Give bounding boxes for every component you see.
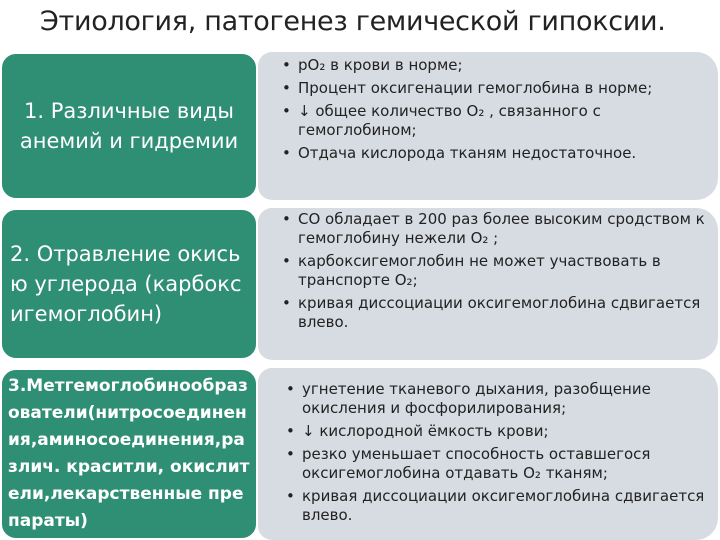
bullet-item: • Процент оксигенации гемоглобина в норме;: [282, 79, 712, 98]
cause-label-box: [0, 208, 258, 360]
bullet-item: • ↓ общее количество О₂ , связанного с гемоглобином;: [282, 102, 712, 140]
bullet-item: • резко уменьшает способность оставшегося оксигемоглобина отдавать О₂ тканям;: [286, 445, 712, 483]
bullet-item: • ↓ кислородной ёмкость крови;: [286, 422, 712, 441]
cause-label-box: [0, 52, 258, 200]
bullet-list: [282, 210, 712, 336]
bullet-list: [286, 380, 712, 529]
cause-label: 2. Отравление окисью углерода (карбоксигемоглобин): [10, 242, 242, 326]
bullet-item: • Отдача кислорода тканям недостаточное.: [282, 144, 712, 163]
cause-label: 1. Различные виды анемий и гидремии: [19, 99, 239, 153]
bullet-item: • угнетение тканевого дыхания, разобщение окисления и фосфорилирования;: [286, 380, 712, 418]
bullet-item: • рО₂ в крови в норме;: [282, 56, 712, 75]
bullet-item: • кривая диссоциации оксигемоглобина сдвигается влево.: [282, 294, 712, 332]
row-co-poisoning: [0, 208, 720, 360]
bullet-item: • кривая диссоциации оксигемоглобина сдвигается влево.: [286, 487, 712, 525]
bullet-item: • карбоксигемоглобин не может участвовать в транспорте О₂;: [282, 252, 712, 290]
bullet-item: • СО обладает в 200 раз более высоким сродством к гемоглобину нежели О₂ ;: [282, 210, 712, 248]
bullet-list: [282, 56, 712, 167]
cause-label-box: [0, 368, 258, 540]
page-title: Этиология, патогенез гемической гипоксии.: [40, 6, 666, 37]
cause-label: 3.Метгемоглобинообразователи(нитросоединения,аминосоединения,различ. краситли, окислители,лекарственные препараты): [8, 376, 250, 531]
row-anemia: [0, 52, 720, 200]
row-methemoglobin: [0, 368, 720, 540]
